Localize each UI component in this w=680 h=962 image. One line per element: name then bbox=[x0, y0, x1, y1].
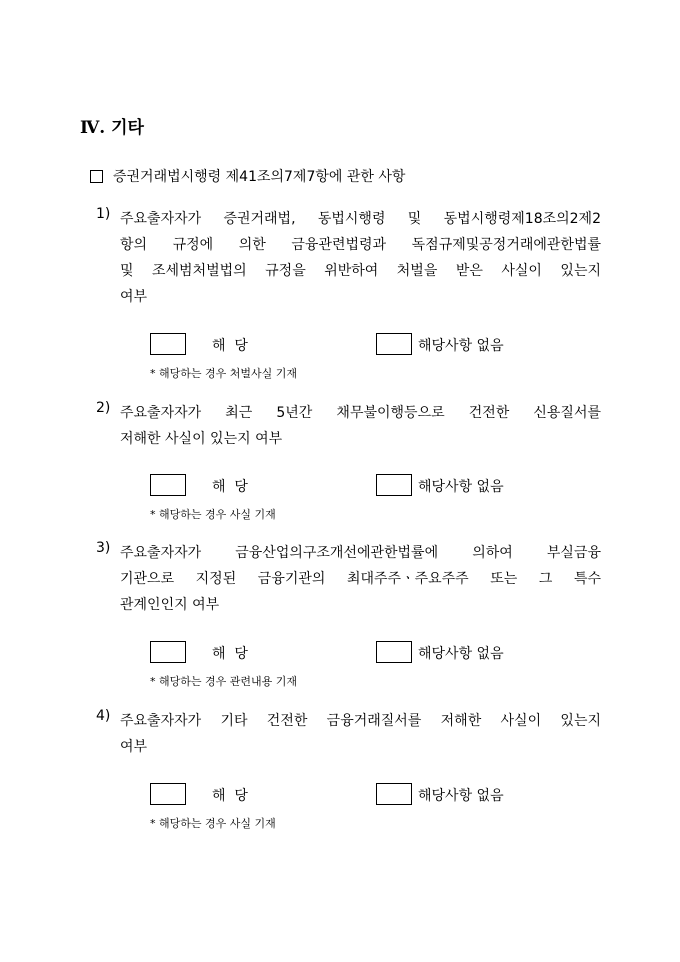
applicable-checkbox[interactable] bbox=[150, 641, 186, 663]
question-line: 여부 bbox=[120, 289, 148, 305]
applicable-label: 해 당 bbox=[212, 338, 248, 354]
question-number: 4) bbox=[96, 708, 111, 724]
instruction-note: * 해당하는 경우 사실 기재 bbox=[150, 508, 276, 521]
question-line: 저해한 사실이 있는지 여부 bbox=[120, 431, 283, 447]
question-text bbox=[120, 540, 601, 618]
section-title: Ⅳ. 기타 bbox=[80, 118, 144, 138]
applicable-label: 해 당 bbox=[212, 479, 248, 495]
question-item-3 bbox=[96, 540, 601, 618]
instruction-note: * 해당하는 경우 사실 기재 bbox=[150, 817, 276, 830]
instruction-note: * 해당하는 경우 관련내용 기재 bbox=[150, 675, 297, 688]
answer-options-1 bbox=[150, 333, 550, 355]
question-line: 주요출자자가 증권거래법, 동법시행령 및 동법시행령제18조의2제2 bbox=[120, 211, 601, 227]
question-line: 관계인인지 여부 bbox=[120, 597, 220, 613]
not-applicable-label: 해당사항 없음 bbox=[418, 788, 504, 804]
square-bullet-icon bbox=[90, 170, 103, 183]
not-applicable-label: 해당사항 없음 bbox=[418, 479, 504, 495]
answer-options-4 bbox=[150, 783, 550, 805]
question-line: 및 조세범처벌법의 규정을 위반하여 처벌을 받은 사실이 있는지 bbox=[120, 263, 601, 279]
question-line: 주요출자자가 최근 5년간 채무불이행등으로 건전한 신용질서를 bbox=[120, 405, 601, 421]
question-text bbox=[120, 708, 601, 760]
question-line: 여부 bbox=[120, 739, 148, 755]
question-line: 주요출자자가 기타 건전한 금융거래질서를 저해한 사실이 있는지 bbox=[120, 713, 601, 729]
not-applicable-checkbox[interactable] bbox=[376, 783, 412, 805]
question-line: 주요출자자가 금융산업의구조개선에관한법률에 의하여 부실금융 bbox=[120, 545, 601, 561]
not-applicable-label: 해당사항 없음 bbox=[418, 646, 504, 662]
question-number: 2) bbox=[96, 400, 111, 416]
subsection-heading bbox=[90, 166, 405, 186]
not-applicable-checkbox[interactable] bbox=[376, 333, 412, 355]
instruction-note: * 해당하는 경우 처벌사실 기재 bbox=[150, 367, 297, 380]
question-item-1 bbox=[96, 206, 601, 310]
not-applicable-checkbox[interactable] bbox=[376, 474, 412, 496]
question-line: 항의 규정에 의한 금융관련법령과 독점규제및공정거래에관한법률 bbox=[120, 237, 601, 253]
applicable-label: 해 당 bbox=[212, 646, 248, 662]
answer-options-3 bbox=[150, 641, 550, 663]
question-item-4 bbox=[96, 708, 601, 760]
answer-options-2 bbox=[150, 474, 550, 496]
applicable-checkbox[interactable] bbox=[150, 783, 186, 805]
question-number: 3) bbox=[96, 540, 111, 556]
question-number: 1) bbox=[96, 206, 111, 222]
question-item-2 bbox=[96, 400, 601, 452]
question-text bbox=[120, 400, 601, 452]
applicable-checkbox[interactable] bbox=[150, 474, 186, 496]
not-applicable-label: 해당사항 없음 bbox=[418, 338, 504, 354]
subsection-title: 증권거래법시행령 제41조의7제7항에 관한 사항 bbox=[113, 169, 406, 185]
question-text bbox=[120, 206, 601, 310]
not-applicable-checkbox[interactable] bbox=[376, 641, 412, 663]
applicable-label: 해 당 bbox=[212, 788, 248, 804]
applicable-checkbox[interactable] bbox=[150, 333, 186, 355]
question-line: 기관으로 지정된 금융기관의 최대주주ㆍ주요주주 또는 그 특수 bbox=[120, 571, 601, 587]
